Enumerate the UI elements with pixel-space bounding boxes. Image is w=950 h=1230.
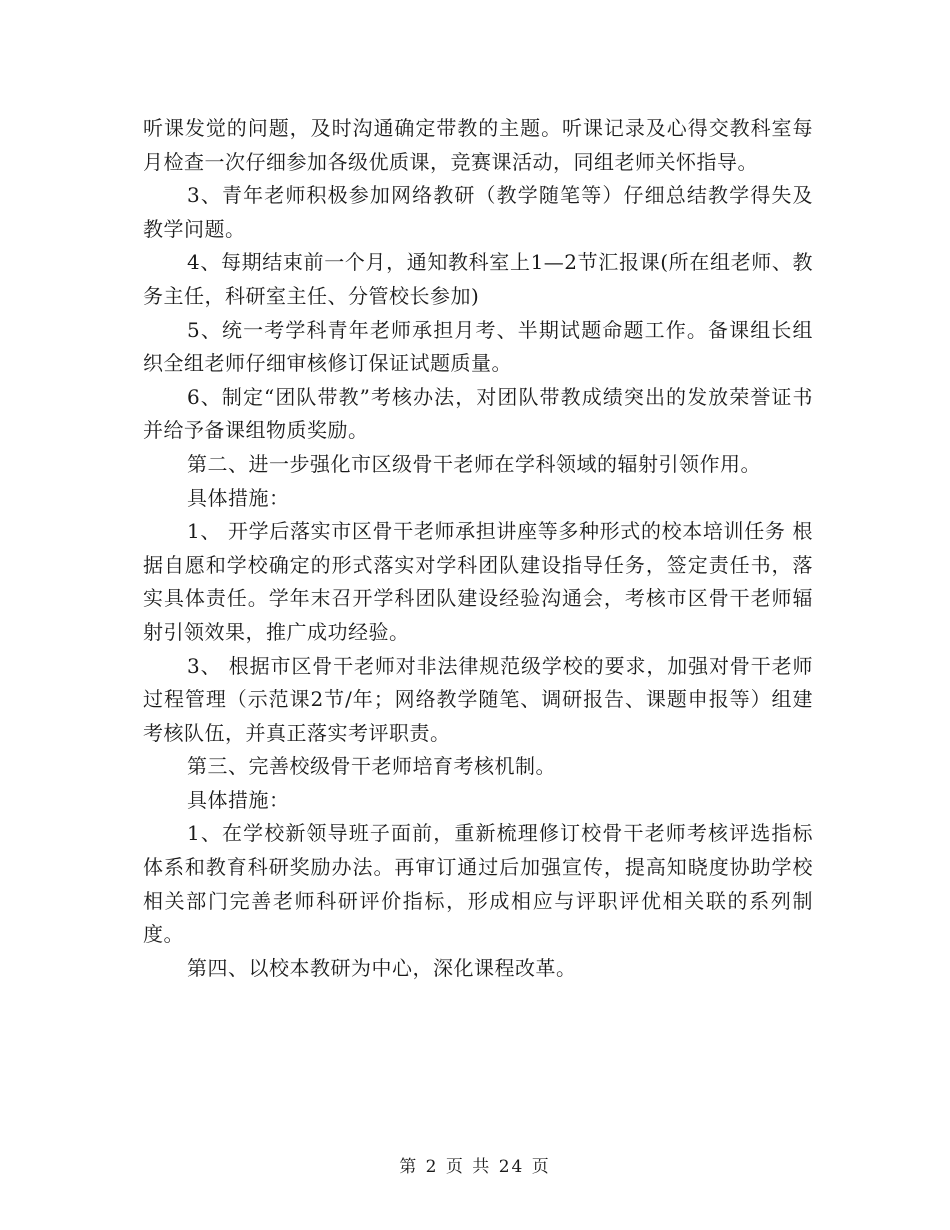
paragraph: 1、 开学后落实市区骨干老师承担讲座等多种形式的校本培训任务 根据自愿和学校确定的形式落实对学科团队建设指导任务，签定责任书，落实具体责任。学年末召开学科团队建设经验沟通会，考核市区骨干老师辐射引领效果，推广成功经验。	[143, 519, 813, 644]
page-number-footer: 第 2 页 共 24 页	[399, 1157, 551, 1177]
document-body	[143, 112, 813, 985]
paragraph: 1、在学校新领导班子面前，重新梳理修订校骨干老师考核评选指标体系和教育科研奖励办法。再审订通过后加强宣传，提高知晓度协助学校相关部门完善老师科研评价指标，形成相应与评职评优相关联的系列制度。	[143, 821, 813, 947]
subheading: 具体措施：	[187, 787, 290, 812]
section-heading: 第四、以校本教研为中心，深化课程改革。	[187, 955, 577, 980]
paragraph: 6、制定“团队带教”考核办法，对团队带教成绩突出的发放荣誉证书并给予备课组物质奖励。	[143, 384, 813, 443]
paragraph: 3、 根据市区骨干老师对非法律规范级学校的要求，加强对骨干老师过程管理（示范课2节/年；网络教学随笔、调研报告、课题申报等）组建考核队伍，并真正落实考评职责。	[143, 653, 813, 745]
subheading: 具体措施：	[187, 485, 290, 510]
section-heading: 第三、完善校级骨干老师培育考核机制。	[187, 754, 556, 779]
paragraph: 听课发觉的问题，及时沟通确定带教的主题。听课记录及心得交教科室每月检查一次仔细参加各级优质课，竞赛课活动，同组老师关怀指导。	[143, 116, 813, 174]
paragraph: 5、统一考学科青年老师承担月考、半期试题命题工作。备课组长组织全组老师仔细审核修订保证试题质量。	[143, 317, 813, 376]
paragraph: 4、每期结束前一个月，通知教科室上1—2节汇报课(所在组老师、教务主任，科研室主任、分管校长参加)	[143, 250, 813, 308]
paragraph: 3、青年老师积极参加网络教研（教学随笔等）仔细总结教学得失及教学问题。	[143, 183, 813, 241]
section-heading: 第二、进一步强化市区级骨干老师在学科领域的辐射引领作用。	[187, 451, 761, 476]
